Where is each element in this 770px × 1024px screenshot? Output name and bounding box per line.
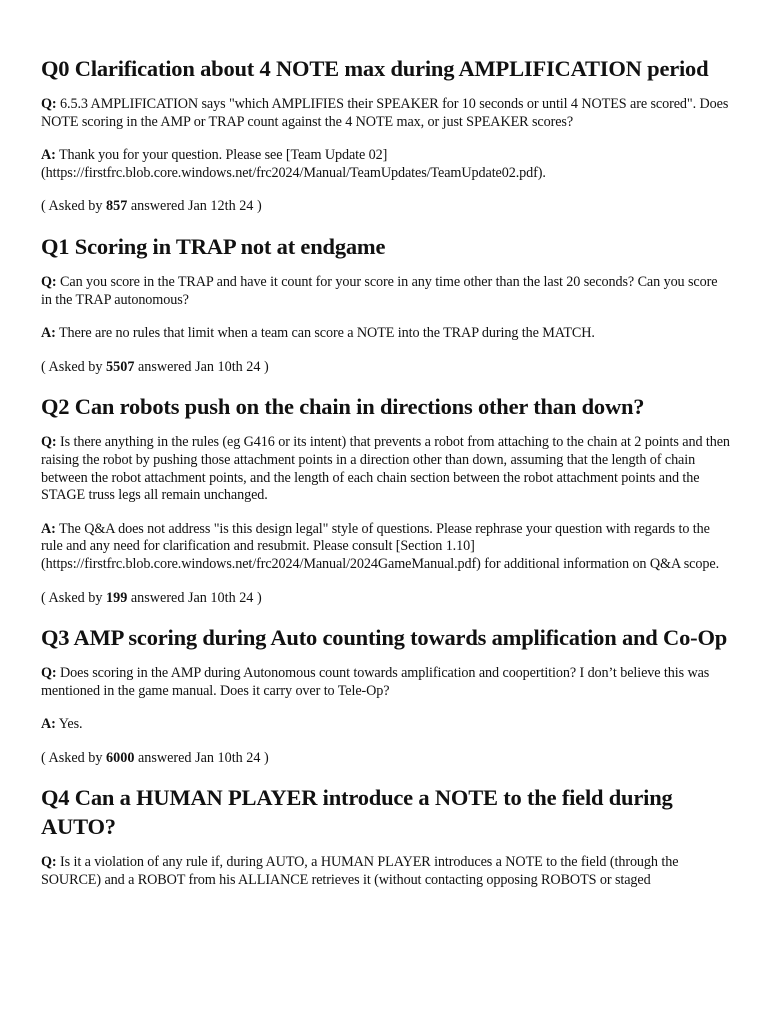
question-title: Q0 Clarification about 4 NOTE max during AMPLIFICATION period bbox=[41, 56, 709, 81]
answered-date: answered Jan 10th 24 ) bbox=[137, 358, 269, 375]
answer-text: Yes. bbox=[58, 716, 83, 733]
qa-entry-q1 bbox=[41, 232, 731, 376]
question-title: Q1 Scoring in TRAP not at endgame bbox=[41, 233, 386, 259]
question-text: Is it a violation of any rule if, during AUTO, a HUMAN PLAYER introduces a NOTE to the field (through the SOURCE) and a ROBOT from his ALLIANCE retrieves it (without contacting opposing ROBOTS or staged bbox=[41, 854, 679, 889]
question-paragraph bbox=[41, 434, 731, 504]
answered-date: answered Jan 12th 24 ) bbox=[130, 198, 262, 215]
question-label: Q: bbox=[41, 665, 57, 682]
question-paragraph bbox=[41, 665, 731, 700]
qa-document bbox=[41, 54, 731, 906]
answer-text: The Q&A does not address "is this design legal" style of questions. Please rephrase your question with regards to the rule and any need for clarification and resubmit. Please consult [Section 1.10] (https://firstfrc.blob.core.windows.net/frc2024/Manual/2024GameManual.pdf) for additional information on Q&A scope. bbox=[41, 520, 720, 572]
question-label: Q: bbox=[41, 854, 57, 871]
question-text: 6.5.3 AMPLIFICATION says "which AMPLIFIES their SPEAKER for 10 seconds or until 4 NOTES are scored". Does NOTE scoring in the AMP or TRAP count against the 4 NOTE max, or just SPEAKER scores? bbox=[41, 96, 729, 130]
team-number: 5507 bbox=[106, 358, 135, 375]
asked-prefix: ( Asked by bbox=[41, 198, 103, 215]
asked-by-line bbox=[41, 590, 731, 608]
qa-entry-q2 bbox=[41, 392, 731, 607]
answer-paragraph bbox=[41, 521, 731, 574]
asked-by-line bbox=[41, 359, 731, 377]
asked-by-line bbox=[41, 750, 731, 768]
question-paragraph bbox=[41, 96, 731, 131]
question-title: Q3 AMP scoring during Auto counting towards amplification and Co-Op bbox=[41, 625, 728, 651]
team-number: 199 bbox=[106, 589, 128, 606]
answer-label: A: bbox=[41, 147, 56, 164]
question-title: Q4 Can a HUMAN PLAYER introduce a NOTE to the field during AUTO? bbox=[41, 785, 673, 840]
team-number: 857 bbox=[106, 198, 128, 215]
question-text: Can you score in the TRAP and have it count for your score in any time other than the last 20 seconds? Can you score in the TRAP autonomous? bbox=[41, 273, 718, 308]
answer-label: A: bbox=[41, 716, 56, 733]
question-text: Is there anything in the rules (eg G416 or its intent) that prevents a robot from attaching to the chain at 2 points and then raising the robot by pushing those attachment points in a direction other than down, assuming that the length of chain between the robot attachment points, and the length of each chain section between the robot attachment points and the STAGE truss legs all remain unchanged. bbox=[41, 434, 730, 504]
qa-entry-q0 bbox=[41, 54, 731, 216]
team-number: 6000 bbox=[106, 749, 135, 766]
answered-date: answered Jan 10th 24 ) bbox=[130, 589, 262, 606]
question-paragraph bbox=[41, 274, 731, 309]
question-text: Does scoring in the AMP during Autonomous count towards amplification and coopertition? I don’t believe this was mentioned in the game manual. Does it carry over to Tele-Op? bbox=[41, 665, 710, 699]
question-label: Q: bbox=[41, 434, 57, 451]
asked-prefix: ( Asked by bbox=[41, 589, 103, 606]
answer-text: Thank you for your question. Please see [Team Update 02] (https://firstfrc.blob.core.windows.net/frc2024/Manual/TeamUpdates/TeamUpdate02.pdf). bbox=[41, 147, 546, 181]
answer-paragraph bbox=[41, 325, 731, 343]
answer-label: A: bbox=[41, 520, 56, 537]
answered-date: answered Jan 10th 24 ) bbox=[137, 749, 269, 766]
qa-entry-q3 bbox=[41, 623, 731, 767]
qa-entry-q4 bbox=[41, 783, 731, 889]
asked-prefix: ( Asked by bbox=[41, 358, 103, 375]
question-label: Q: bbox=[41, 273, 57, 290]
answer-label: A: bbox=[41, 325, 56, 342]
answer-paragraph bbox=[41, 716, 731, 734]
asked-by-line bbox=[41, 198, 731, 216]
answer-paragraph bbox=[41, 147, 731, 182]
question-paragraph bbox=[41, 854, 731, 889]
answer-text: There are no rules that limit when a team can score a NOTE into the TRAP during the MATCH. bbox=[58, 325, 595, 342]
question-label: Q: bbox=[41, 96, 57, 112]
question-title: Q2 Can robots push on the chain in directions other than down? bbox=[41, 394, 645, 420]
asked-prefix: ( Asked by bbox=[41, 749, 103, 766]
